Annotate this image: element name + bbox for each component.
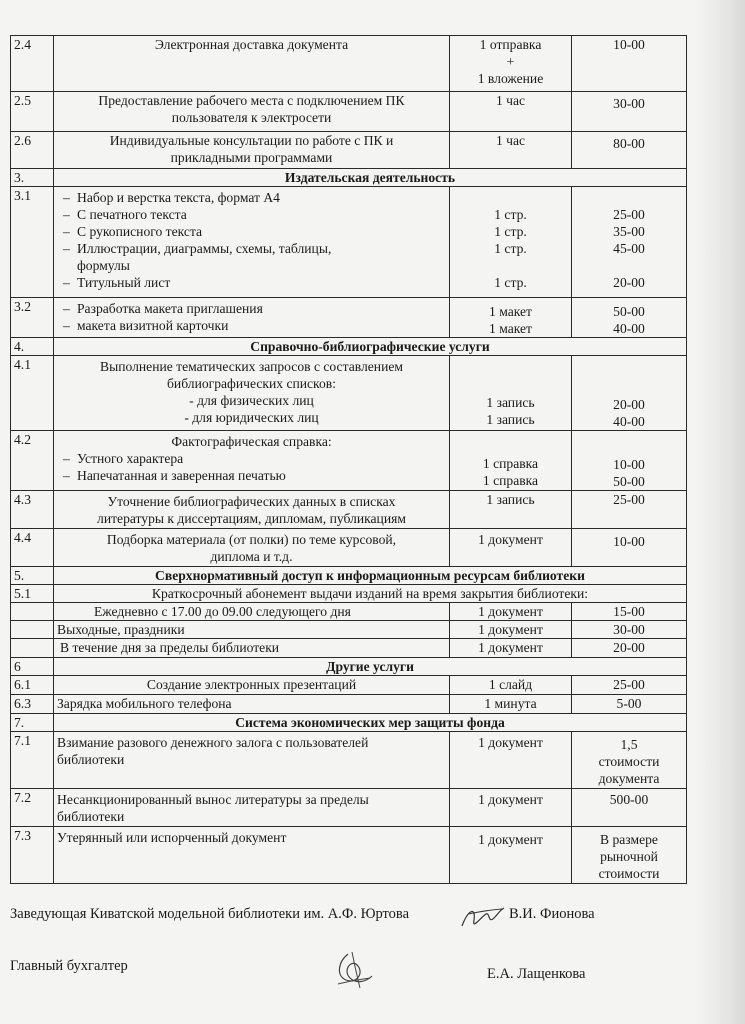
- service-name: Индивидуальные консультации по работе с ПК и прикладными программами: [54, 132, 450, 169]
- section-number: 6: [11, 658, 54, 676]
- service-name: Выполнение тематических запросов с составлением библиографических списков: - для физических лиц - для юридических лиц: [54, 356, 450, 431]
- unit-cell: 1 документ: [450, 529, 572, 567]
- service-name: Взимание разового денежного залога с пользователей библиотеки: [54, 732, 450, 789]
- service-name: Выходные, праздники: [54, 621, 450, 639]
- price-cell: 10-00: [572, 36, 687, 92]
- price-cell: 80-00: [572, 132, 687, 169]
- accountant-signature: [330, 948, 378, 994]
- accountant-name: Е.А. Лащенкова: [487, 966, 586, 982]
- service-name: Подборка материала (от полки) по теме курсовой, диплома и т.д.: [54, 529, 450, 567]
- row-number: 4.2: [11, 431, 54, 491]
- price-cell: 20-00 40-00: [572, 356, 687, 431]
- table-row: [11, 132, 687, 169]
- row-number: 7.1: [11, 732, 54, 789]
- section-title: Сверхнормативный доступ к информационным ресурсам библиотеки: [54, 567, 687, 585]
- table-row: [11, 92, 687, 132]
- price-cell: 15-00: [572, 603, 687, 621]
- section-title: Другие услуги: [54, 658, 687, 676]
- unit-cell: 1 документ: [450, 639, 572, 658]
- table-row: [11, 621, 687, 639]
- unit-cell: 1 запись: [450, 491, 572, 529]
- row-number: 6.3: [11, 695, 54, 714]
- unit-cell: 1 слайд: [450, 676, 572, 695]
- unit-cell: 1 документ: [450, 827, 572, 884]
- section-row: [11, 714, 687, 732]
- unit-cell: 1 справка 1 справка: [450, 431, 572, 491]
- table-row: [11, 431, 687, 491]
- table-row: [11, 491, 687, 529]
- head-name: В.И. Фионова: [509, 906, 595, 922]
- section-number: 3.: [11, 169, 54, 187]
- table-row: [11, 187, 687, 298]
- section-title: Справочно-библиографические услуги: [54, 338, 687, 356]
- section-row: [11, 658, 687, 676]
- price-cell: 25-00 35-00 45-00 20-00: [572, 187, 687, 298]
- service-name: Ежедневно с 17.00 до 09.00 следующего дня: [54, 603, 450, 621]
- scan-edge-shadow: [695, 0, 745, 1024]
- unit-cell: 1 документ: [450, 789, 572, 827]
- unit-cell: 1 отправка + 1 вложение: [450, 36, 572, 92]
- row-number: 7.2: [11, 789, 54, 827]
- row-number: 3.1: [11, 187, 54, 298]
- price-list-table: [10, 35, 687, 884]
- row-number: 7.3: [11, 827, 54, 884]
- section-row: [11, 338, 687, 356]
- price-cell: 30-00: [572, 92, 687, 132]
- price-cell: 30-00: [572, 621, 687, 639]
- table-row: [11, 356, 687, 431]
- service-name: Создание электронных презентаций: [54, 676, 450, 695]
- unit-cell: 1 стр. 1 стр. 1 стр. 1 стр.: [450, 187, 572, 298]
- service-name: Фактографическая справка: – Устного характера – Напечатанная и заверенная печатью: [54, 431, 450, 491]
- row-number: 3.2: [11, 298, 54, 338]
- unit-cell: 1 час: [450, 132, 572, 169]
- service-name: Утерянный или испорченный документ: [54, 827, 450, 884]
- price-cell: 20-00: [572, 639, 687, 658]
- service-name: Предоставление рабочего места с подключением ПК пользователя к электросети: [54, 92, 450, 132]
- row-number: 4.4: [11, 529, 54, 567]
- price-cell: В размере рыночной стоимости: [572, 827, 687, 884]
- table-row: [11, 639, 687, 658]
- table-row: [11, 695, 687, 714]
- price-cell: 5-00: [572, 695, 687, 714]
- head-position: Заведующая Киватской модельной библиотеки им. А.Ф. Юртова: [10, 906, 410, 922]
- table-row: [11, 732, 687, 789]
- table-row: [11, 603, 687, 621]
- row-number: 2.6: [11, 132, 54, 169]
- section-number: 5.: [11, 567, 54, 585]
- price-cell: 10-00: [572, 529, 687, 567]
- price-cell: 500-00: [572, 789, 687, 827]
- table-row: [11, 789, 687, 827]
- row-number: 5.1: [11, 585, 54, 603]
- table-row: [11, 529, 687, 567]
- price-cell: 50-00 40-00: [572, 298, 687, 338]
- price-cell: 1,5 стоимости документа: [572, 732, 687, 789]
- section-number: 4.: [11, 338, 54, 356]
- table-row: [11, 36, 687, 92]
- price-cell: 10-00 50-00: [572, 431, 687, 491]
- head-signature: [458, 900, 506, 936]
- section-row: [11, 567, 687, 585]
- row-number: 2.4: [11, 36, 54, 92]
- unit-cell: 1 документ: [450, 621, 572, 639]
- row-number: 4.3: [11, 491, 54, 529]
- unit-cell: 1 документ: [450, 603, 572, 621]
- service-name: Уточнение библиографических данных в списках литературы к диссертациям, дипломам, публикациям: [54, 491, 450, 529]
- row-number: 4.1: [11, 356, 54, 431]
- section-title: Издательская деятельность: [54, 169, 687, 187]
- service-name: – Набор и верстка текста, формат А4 – С печатного текста – С рукописного текста – Иллюстрации, диаграммы, схемы, таблицы, формулы – Титульный лист: [54, 187, 450, 298]
- service-name: Несанкционированный вынос литературы за пределы библиотеки: [54, 789, 450, 827]
- unit-cell: 1 макет 1 макет: [450, 298, 572, 338]
- service-name: Зарядка мобильного телефона: [54, 695, 450, 714]
- accountant-position: Главный бухгалтер: [10, 958, 128, 974]
- unit-cell: 1 документ: [450, 732, 572, 789]
- row-number: 2.5: [11, 92, 54, 132]
- table-row: [11, 827, 687, 884]
- service-name: Краткосрочный абонемент выдачи изданий на время закрытия библиотеки:: [54, 585, 687, 603]
- price-cell: 25-00: [572, 676, 687, 695]
- row-number: 6.1: [11, 676, 54, 695]
- section-number: 7.: [11, 714, 54, 732]
- table-row: [11, 298, 687, 338]
- section-title: Система экономических мер защиты фонда: [54, 714, 687, 732]
- table-row: [11, 676, 687, 695]
- unit-cell: 1 час: [450, 92, 572, 132]
- unit-cell: 1 минута: [450, 695, 572, 714]
- service-name: Электронная доставка документа: [54, 36, 450, 92]
- section-row: [11, 169, 687, 187]
- service-name: – Разработка макета приглашения – макета визитной карточки: [54, 298, 450, 338]
- table-row: [11, 585, 687, 603]
- service-name: В течение дня за пределы библиотеки: [54, 639, 450, 658]
- price-cell: 25-00: [572, 491, 687, 529]
- unit-cell: 1 запись 1 запись: [450, 356, 572, 431]
